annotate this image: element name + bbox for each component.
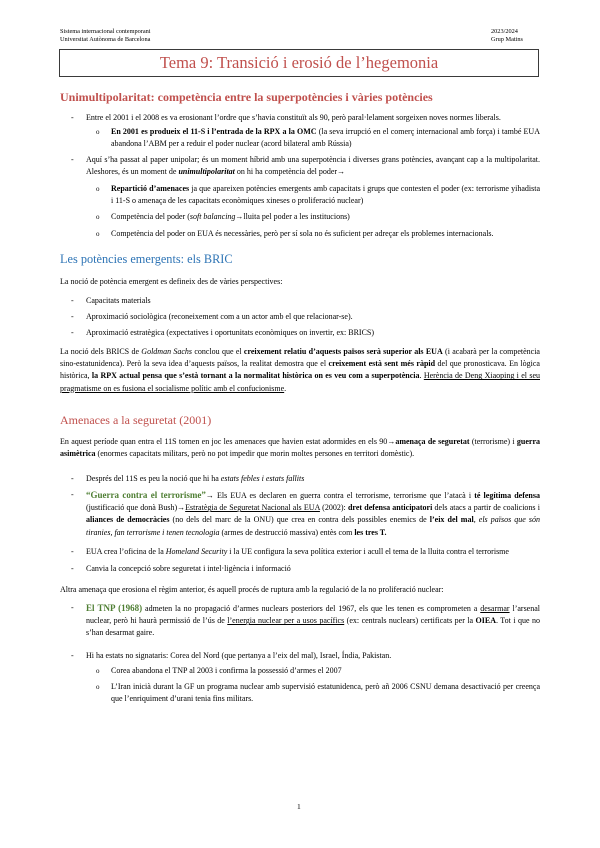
bullet-unimultipolaritat: - Aquí s’ha passat al paper unipolar; és un moment híbrid amb una superpotència i diverses grans potències, avançant cap a la multipolaritat. Aleshores, és un moment de unimultipolaritat on hi ha competència del poder→ — [71, 155, 540, 177]
dash-bullet: - — [71, 312, 74, 321]
header-right — [491, 28, 523, 43]
arrow-icon: → — [387, 437, 396, 446]
university-name: Universitat Autònoma de Barcelona — [60, 35, 151, 43]
course-name: Sistema internacional contemporani — [60, 28, 151, 35]
group-name: Grup Matins — [491, 35, 524, 43]
circle-bullet: o — [96, 230, 100, 238]
bullet-tnp: - El TNP (1968) admeten la no propagació d’armes nuclears posteriors del 1967, els que les tenen es comprometen a desarmar l’arsenal nuclear, però hi haurà permissió de l’ús de l’energia nuclear per a usos pacífics (ex: centrals nuclears) certificats per la OIEA. Tot i que no s’han desarmat gaire. — [71, 603, 541, 638]
bullet-estats-febles: - Després del 11S es peu la noció que hi ha estats febles i estats fallits — [86, 473, 540, 485]
circle-bullet: o — [96, 213, 100, 221]
academic-year: 2023/2024 — [491, 28, 518, 35]
circle-bullet: o — [96, 185, 100, 193]
dash-bullet: - — [71, 328, 74, 337]
bullet-seguretat-intelligencia: - Canvia la concepció sobre seguretat i intel·ligència i informació — [86, 563, 540, 575]
amenaces-intro: En aquest període quan entra el 11S tornen en joc les amenaces que havien estat adormides en els 90→amenaça de seguretat (terrorisme) i guerra asimètrica (enormes capacitats militars, però no pot impedir que morin moltes persones en territori domèstic). — [60, 437, 540, 459]
subbullet-11s-omc: o En 2001 es produeix el 11-S i l’entrada de la RPX a la OMC (la seva irrupció en el comerç internacional amb força) i també EUA abandona l’ABM per a reduir el poder nuclear (acord bilateral amb Rússia) — [96, 127, 540, 149]
arrow-icon: → — [205, 491, 214, 500]
subbullet-soft-balancing: o Competència del poder (soft balancing→lluita pel poder a les institucions) — [111, 211, 540, 223]
bric-paragraph: La noció dels BRICS de Goldman Sachs conclou que el creixement relatiu d’aquests països serà superior als EUA (i acabarà per la competència sino-estatunidenca). Però la seva idea d’aquests països, la realitat demostra que el creixement està sent més ràpid del que pronosticava. En lògica històrica, la RPX actual pensa que s’està tornant a la normalitat històrica on es veu com a superpotència. Herència de Deng Xiaoping i el seu pragmatisme on es fusiona el socialisme polític amb el confucionisme. — [60, 347, 541, 393]
section-heading-amenaces: Amenaces a la seguretat (2001) — [60, 413, 212, 427]
bric-item-2: - Aproximació sociològica (reconeixement com a un actor amb el que relacionar-se). — [86, 311, 540, 323]
bullet-homeland-security: - EUA crea l’oficina de la Homeland Security i la UE configura la seva política exterior i acull el tema de la lluita contra el terrorisme — [86, 546, 540, 558]
dash-bullet: - — [71, 564, 74, 573]
header-left — [60, 28, 151, 43]
subbullet-competencia-eua: o Competència del poder on EUA és necessàries, però per sí sola no és suficient per adreçar els problemes internacionals. — [111, 228, 540, 240]
subbullet-iran: o L’Iran inicià durant la GF un programa nuclear amb supervisió estatunidenca, però añ 2006 CSNU demana desactivació per creença que l’enriquiment d’urani tenia fins militars. — [96, 682, 540, 704]
dash-bullet: - — [71, 474, 74, 483]
bric-item-3: - Aproximació estratègica (expectatives i oportunitats econòmiques on invertir, ex: BRICS) — [86, 327, 540, 339]
dash-bullet: - — [71, 651, 74, 660]
document-title: Tema 9: Transició i erosió de l’hegemonia — [159, 53, 439, 72]
dash-bullet: - — [71, 113, 74, 122]
dash-bullet: - — [71, 490, 74, 499]
title-box — [59, 49, 539, 77]
circle-bullet: o — [96, 683, 100, 691]
bric-item-1: - Capacitats materials — [86, 295, 540, 307]
bric-intro: La noció de potència emergent es defineix des de vàries perspectives: — [60, 277, 283, 286]
dash-bullet: - — [71, 296, 74, 305]
proliferacio-paragraph: Altra amenaça que erosiona el règim anterior, és aquell procés de ruptura amb la regulació de la no proliferació nuclear: — [60, 585, 444, 594]
dash-bullet: - — [71, 155, 74, 164]
circle-bullet: o — [96, 667, 100, 675]
bullet-guerra-terrorisme: - “Guerra contra el terrorisme”→ Els EUA es declaren en guerra contra el terrorisme, terrorisme que l’atacà i té legítima defensa (justificació que donà Bush)→Estratègia de Seguretat Nacional als EUA (2002): dret defensa anticipatori dels atacs a partir de coalicions i aliances de democràcies (no dels del marc de la ONU) que crea en contra dels possibles enemics de l’eix del mal, els països que són tiranies, fan terrorisme i tenen tecnologia (armes de destrucció massiva) entès com les tres T. — [71, 490, 540, 537]
circle-bullet: o — [96, 128, 100, 136]
bullet-2001-2008: - Entre el 2001 i el 2008 es va erosionant l’ordre que s’havia constituït als 90, però paral·lelament sorgeixen noves normes liberals. — [86, 112, 540, 124]
section-heading-unimultipolaritat: Unimultipolaritat: competència entre la superpotències i vàries potències — [60, 90, 433, 104]
subbullet-reparticio-amenaces: o Repartició d’amenaces ja que apareixen potències emergents amb capacitats i grups que contesten el poder (ex: terrorisme yihadista i 11-S o amenaça de les capacitats econòmiques xineses o proliferació nuclear) — [96, 184, 540, 206]
subbullet-corea: o Corea abandona el TNP al 2003 i confirma la possessió d’armes el 2007 — [111, 665, 540, 677]
arrow-icon: → — [177, 503, 186, 513]
dash-bullet: - — [71, 603, 74, 612]
bullet-estats-no-signataris: - Hi ha estats no signataris: Corea del Nord (que pertanya a l’eix del mal), Israel, Índia, Pakistan. — [86, 650, 540, 662]
dash-bullet: - — [71, 547, 74, 556]
page-number: 1 — [297, 802, 301, 811]
arrow-icon: → — [235, 212, 244, 221]
section-heading-bric: Les potències emergents: els BRIC — [60, 252, 233, 266]
arrow-icon: → — [337, 167, 346, 177]
